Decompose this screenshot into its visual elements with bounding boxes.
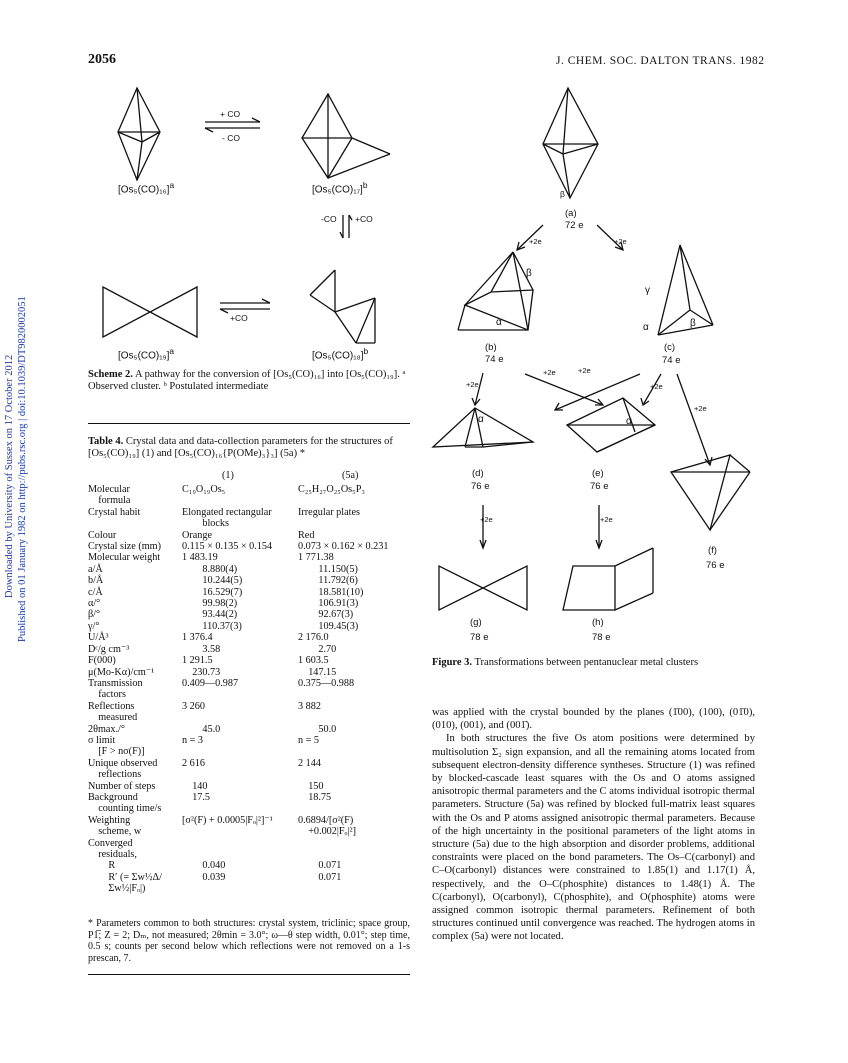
table-row: [88, 758, 410, 769]
table-row: [88, 575, 410, 586]
table-row-label: F(000): [88, 655, 116, 667]
paragraph-2: In both structures the five Os atom positions were determined by multisolution Σ₂ sign expansion, and all the remaining atoms located from subsequent electron-density difference syntheses. Structure (1) was refined by blocked-cascade least squares with the Os and O atoms assigned anisotropic thermal parameters and the C atoms individual isotropic thermal parameters. Structure (5a) was refined by blocked full-matrix least squares with the Os and P atoms assigned anisotropic thermal parameters. Because of the high uncertainty in the positional parameters of the light atoms in structure (5a) due to the high absorption and disorder problems, additional constraints were placed on the bond parameters. The Os–C(carbonyl) and C–O(carbonyl) distances were constrained to 1.85(1) and 1.17(1) Å, respectively, and the O–C(phosphite) distances to 1.48(1) Å. The C(carbonyl), O(carbonyl), C(phosphite), and O(phosphite) atoms were assigned common isotropic thermal parameters. Refinement of both structures continued until convergence was reached. The hydrogen atoms in complex (5a) were not located.: [432, 733, 755, 943]
table-cell: [182, 746, 298, 757]
table-cell: 0.409—0.987: [182, 677, 239, 689]
cluster-os5-co19-shape: [103, 287, 197, 337]
arrow-label-plus-co-vertical: +CO: [355, 214, 373, 224]
table-row-label: γ/°: [88, 620, 100, 632]
table-row: [88, 689, 410, 700]
table-cell: [298, 518, 410, 529]
table-cell: 140: [182, 780, 208, 792]
fig3-label-g: (g): [470, 617, 482, 628]
table-footnote: * Parameters common to both structures: crystal system, triclinic; space group, P1̅; Z = 2; Dₘ, not measured; 2θmin = 3.0°; ω—θ step width, 0.01°; step time, 0.5 s; counts per second below which reflections were not removed on a 1-s prescan, 7.: [88, 918, 410, 964]
table-row: [88, 518, 410, 529]
table-bottom-rule: [88, 974, 410, 975]
table-cell: 10.244(5): [182, 575, 243, 587]
table-cell: [182, 769, 298, 780]
table-row: [88, 530, 410, 541]
table-row-label: reflections: [88, 769, 142, 781]
table-cell: 3 260: [182, 700, 205, 712]
table-cell: [182, 495, 298, 506]
table-row: [88, 587, 410, 598]
fig3-count-d: 76 e: [471, 481, 490, 492]
scheme-label-2: $[Os_5(CO)_{17}]^b$: [312, 180, 368, 196]
table-cell: 2 616: [182, 757, 205, 769]
paragraph-1: was applied with the crystal bounded by the planes (1̄00), (100), (01̄0), (010), (001), and (001̄).: [432, 707, 755, 732]
table-row-label: Dᶜ/g cm⁻³: [88, 643, 130, 655]
table-row: [88, 781, 410, 792]
table-row-label: μ(Mo-Kα)/cm⁻¹: [88, 666, 155, 678]
table-row-label: Background: [88, 791, 138, 803]
table-row: [88, 860, 410, 871]
table-cell: [182, 803, 298, 814]
cluster-h-shape: [563, 548, 653, 610]
table-cell: C₂₅H₂₇O₂₅Os₅P₃: [298, 484, 365, 495]
table-cell: 150: [298, 780, 324, 792]
table-row: [88, 826, 410, 837]
cluster-os5-co18-shape: [310, 270, 375, 343]
table-row: [88, 678, 410, 689]
angle-gamma-c: γ: [645, 285, 650, 296]
table-cell: 0.115 × 0.135 × 0.154: [182, 541, 273, 553]
angle-alpha-d: α: [478, 414, 484, 425]
table-cell: [182, 712, 298, 723]
table-cell: 1 376.4: [182, 632, 213, 644]
table-row: [88, 541, 410, 552]
table-row-label: Crystal habit: [88, 506, 141, 518]
table-cell: 93.44(2): [182, 609, 238, 621]
table-cell: 18.581(10): [298, 586, 364, 598]
cluster-os5-co17-shape: [302, 94, 390, 178]
table-cell: 1 771.38: [298, 552, 334, 564]
table-cell: 0.039: [182, 871, 226, 883]
table-cell: 11.792(6): [298, 575, 358, 587]
scheme-label-3: $[Os_5(CO)_{19}]^a$: [118, 346, 175, 362]
table-row-label: measured: [88, 712, 138, 724]
table-cell: Red: [298, 529, 315, 541]
scheme-2-caption: Scheme 2. A pathway for the conversion of [Os₅(CO)₁₆] into [Os₅(CO)₁₉]. ᵃ Observed cluster. ᵇ Postulated intermediate: [88, 369, 406, 392]
table-cell: [298, 495, 410, 506]
cluster-a-shape: [543, 88, 598, 198]
table-row-label: formula: [88, 495, 131, 507]
table-cell: [182, 849, 298, 860]
table-row-label: α/°: [88, 598, 101, 610]
download-notice: Downloaded by University of Sussex on 17 October 2012: [4, 354, 15, 598]
table-cell: 2 144: [298, 757, 321, 769]
table-cell: 110.37(3): [182, 620, 242, 632]
table-cell: 16.529(7): [182, 586, 243, 598]
table-row-label: residuals,: [88, 849, 137, 860]
table-cell: 0.040: [182, 860, 226, 872]
table-row-label: Converged: [88, 837, 133, 849]
table-row-label: b/Å: [88, 575, 104, 587]
table-row: [88, 644, 410, 655]
table-row-label: Σw½|Fₒ|): [88, 883, 146, 895]
fig3-label-c: (c): [664, 342, 676, 353]
arrow-label-plus2e-8: +2e: [480, 515, 493, 524]
table-cell: [298, 838, 410, 849]
table-cell: 1 603.5: [298, 655, 329, 667]
arrow-label-plus2e-3: +2e: [466, 380, 479, 389]
divider-rule: [88, 423, 410, 424]
fig3-label-h: (h): [592, 617, 604, 628]
page-number: 2056: [88, 52, 116, 67]
table-cell: 1 483.19: [182, 552, 218, 564]
body-text: [432, 706, 755, 944]
table-row-label: R′ (= Σw½Δ/: [88, 871, 162, 883]
fig3-label-a: (a): [565, 208, 577, 219]
table-row-label: U/Å³: [88, 632, 109, 644]
arrow-label-minus-co-vertical: -CO: [321, 214, 337, 224]
table-cell: 1 291.5: [182, 655, 213, 667]
table-row: [88, 792, 410, 803]
table-4-title: Table 4. Crystal data and data-collection parameters for the structures of [Os₅(CO)₁₉] (1) and [Os₅(CO)₁₆{P(OMe)₃}₃] (5a) *: [88, 436, 393, 459]
table-cell: 99.98(2): [182, 598, 238, 610]
table-col-header-1: (1): [222, 470, 234, 481]
table-cell: [298, 883, 410, 894]
table-cell: 50.0: [298, 723, 337, 735]
table-cell: 45.0: [182, 723, 221, 735]
table-row-label: Molecular: [88, 484, 130, 495]
arrow-label-bottom: +CO: [230, 313, 248, 323]
table-row-label: scheme, w: [88, 826, 142, 838]
fig3-count-c: 74 e: [662, 355, 681, 366]
table-row-label: Reflections: [88, 700, 135, 712]
table-row: [88, 872, 410, 883]
table-row: [88, 769, 410, 780]
table-row: [88, 838, 410, 849]
fig3-count-b: 74 e: [485, 354, 504, 365]
table-row-label: β/°: [88, 609, 101, 621]
arrow-label-plus2e-9: +2e: [600, 515, 613, 524]
fig3-count-g: 78 e: [470, 632, 489, 643]
table-cell: blocks: [182, 518, 229, 530]
table-row-label: R: [88, 860, 116, 872]
table-row-label: Unique observed: [88, 757, 158, 769]
fig3-count-e: 76 e: [590, 481, 609, 492]
table-row-label: a/Å: [88, 563, 103, 575]
scheme-2-diagram: [80, 80, 420, 380]
table-cell: [298, 712, 410, 723]
table-row: [88, 746, 410, 757]
table-row-label: 2θmax./°: [88, 723, 125, 735]
table-row-label: Molecular weight: [88, 552, 161, 564]
table-row: [88, 507, 410, 518]
fig3-label-d: (d): [472, 468, 484, 479]
table-cell: [182, 689, 298, 700]
table-row-label: σ limit: [88, 734, 116, 746]
table-cell: [σ²(F) + 0.0005|Fₒ|²]⁻¹: [182, 814, 273, 826]
table-row: [88, 883, 410, 894]
table-row-label: counting time/s: [88, 803, 162, 815]
table-cell: 2.70: [298, 643, 337, 655]
table-row: [88, 724, 410, 735]
table-row: [88, 632, 410, 643]
table-cell: [298, 769, 410, 780]
table-cell: 3.58: [182, 643, 221, 655]
fig3-label-e: (e): [592, 468, 604, 479]
table-cell: [298, 689, 410, 700]
table-row: [88, 598, 410, 609]
table-row: [88, 655, 410, 666]
table-row: [88, 484, 410, 495]
table-row: [88, 735, 410, 746]
fig3-count-h: 78 e: [592, 632, 611, 643]
table-row-label: factors: [88, 689, 126, 701]
table-cell: Irregular plates: [298, 506, 360, 518]
table-row: [88, 495, 410, 506]
table-cell: n = 5: [298, 734, 320, 746]
table-cell: 0.375—0.988: [298, 677, 355, 689]
angle-beta-b: β: [526, 268, 532, 279]
scheme-label-4: $[Os_5(CO)_{18}]^b$: [312, 346, 369, 362]
table-row: [88, 552, 410, 563]
arrow-label-plus2e-5: +2e: [578, 366, 591, 375]
table-cell: 18.75: [298, 791, 332, 803]
table-cell: 8.880(4): [182, 563, 238, 575]
table-cell: Orange: [182, 529, 212, 541]
arrow-label-plus2e-1: +2e: [529, 237, 542, 246]
table-row-label: c/Å: [88, 586, 103, 598]
table-row: [88, 701, 410, 712]
table-cell: 230.73: [182, 666, 221, 678]
table-cell: 0.6894/[σ²(F): [298, 814, 354, 826]
table-row-label: Number of steps: [88, 780, 156, 792]
table-cell: 0.073 × 0.162 × 0.231: [298, 541, 389, 553]
table-cell: [182, 838, 298, 849]
table-row: [88, 849, 410, 860]
angle-beta-a: β: [560, 189, 565, 199]
fig3-label-b: (b): [485, 342, 497, 353]
table-row: [88, 803, 410, 814]
table-cell: 109.45(3): [298, 620, 359, 632]
journal-header: J. CHEM. SOC. DALTON TRANS. 1982: [556, 55, 765, 67]
fig3-count-f: 76 e: [706, 560, 725, 571]
scheme-label-1: $[Os_5(CO)_{16}]^a$: [118, 180, 175, 196]
figure-3-caption: Figure 3. Transformations between pentanuclear metal clusters: [432, 657, 699, 668]
angle-alpha-c: α: [643, 322, 649, 333]
fig3-label-f: (f): [708, 545, 717, 556]
cluster-e-shape: [567, 398, 655, 452]
table-row-label: Weighting: [88, 814, 131, 826]
angle-alpha-e: α: [626, 416, 632, 427]
table-cell: [182, 883, 298, 894]
table-row: [88, 667, 410, 678]
table-row: [88, 621, 410, 632]
table-cell: 0.071: [298, 871, 342, 883]
table-row-label: [88, 518, 182, 529]
crystal-data-table: [88, 484, 410, 895]
table-cell: Elongated rectangular: [182, 506, 272, 518]
arrow-label-plus2e-7: +2e: [694, 404, 707, 413]
table-cell: 2 176.0: [298, 632, 329, 644]
arrow-label-plus2e-4: +2e: [543, 368, 556, 377]
fig3-count-a: 72 e: [565, 220, 584, 231]
table-row: [88, 609, 410, 620]
table-col-header-2: (5a): [342, 470, 359, 481]
table-cell: 106.91(3): [298, 598, 359, 610]
publication-notice: Published on 01 January 1982 on http://pubs.rsc.org | doi:10.1039/DT9820002051: [17, 296, 28, 642]
cluster-g-shape: [439, 566, 527, 610]
table-row: [88, 712, 410, 723]
table-cell: n = 3: [182, 734, 204, 746]
table-cell: 17.5: [182, 791, 211, 803]
table-row-label: Transmission: [88, 677, 143, 689]
table-cell: 3 882: [298, 700, 321, 712]
table-cell: [298, 849, 410, 860]
angle-beta-c: β: [690, 318, 696, 329]
table-row-label: Colour: [88, 529, 117, 541]
table-cell: 147.15: [298, 666, 337, 678]
table-row: [88, 564, 410, 575]
table-cell: [298, 803, 410, 814]
table-row: [88, 815, 410, 826]
arrow-label-plus2e-2: +2e: [614, 237, 627, 246]
table-cell: C₁₉O₁₉Os₅: [182, 484, 226, 495]
cluster-os5-co16-shape: [118, 88, 160, 180]
table-row-label: [F > nσ(F)]: [88, 746, 145, 758]
arrow-label-plus-co: + CO: [220, 109, 241, 119]
table-cell: 0.071: [298, 860, 342, 872]
figure-3-diagram: [425, 80, 765, 660]
arrow-label-minus-co: - CO: [222, 133, 240, 143]
table-cell: 11.150(5): [298, 563, 358, 575]
cluster-f-shape: [671, 455, 750, 530]
table-cell: [182, 826, 298, 837]
table-row-label: Crystal size (mm): [88, 541, 161, 553]
table-cell: 92.67(3): [298, 609, 354, 621]
arrow-label-plus2e-6: +2e: [650, 382, 663, 391]
table-cell: +0.002|Fₒ|²]: [298, 826, 356, 838]
angle-alpha-b: α: [496, 317, 502, 328]
table-cell: [298, 746, 410, 757]
cluster-c-shape: [658, 245, 713, 335]
